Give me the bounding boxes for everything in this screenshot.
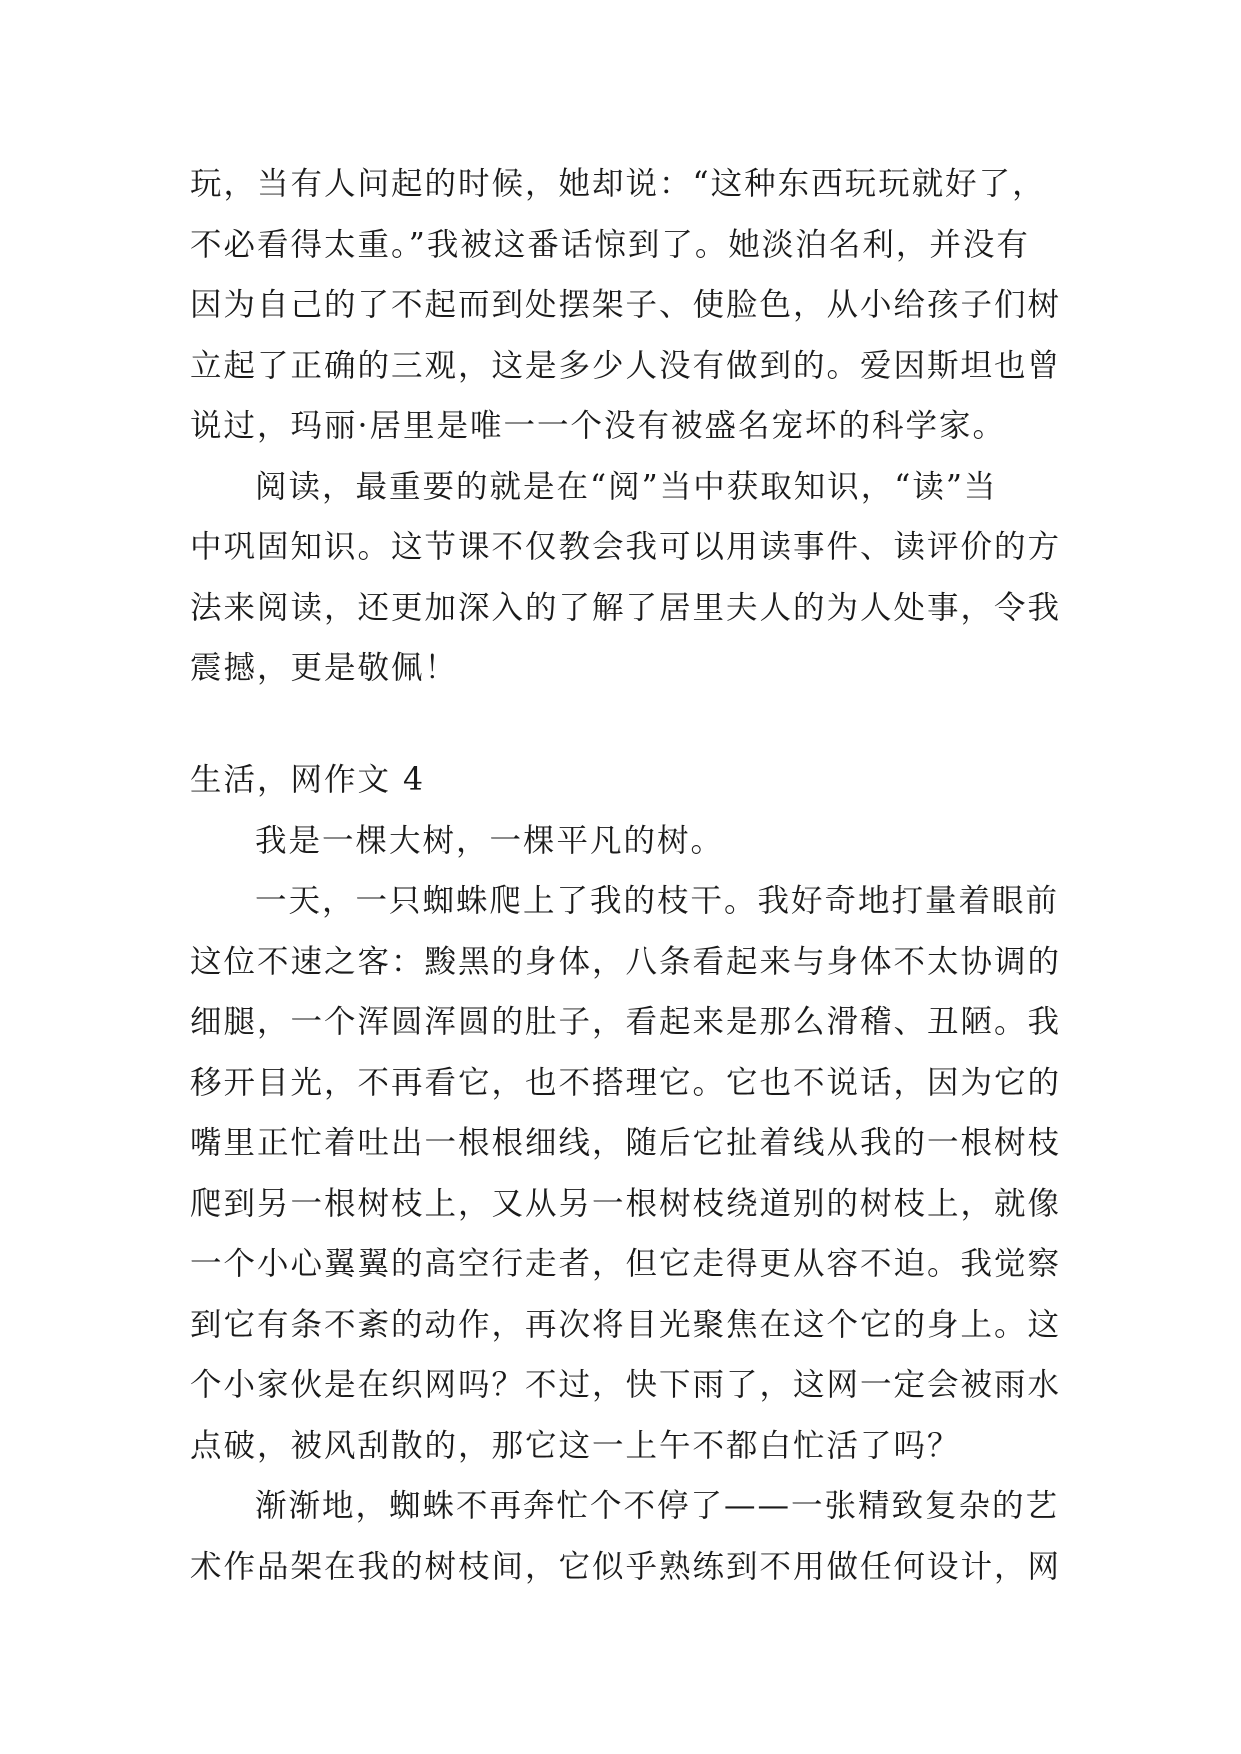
text-line: 点破，被风刮散的，那它这一上午不都白忙活了吗？ bbox=[190, 1427, 961, 1464]
text-line: 这位不速之客：黢黑的身体，八条看起来与身体不太协调的 bbox=[190, 943, 1062, 980]
text-line: 因为自己的了不起而到处摆架子、使脸色，从小给孩子们树 bbox=[190, 287, 1062, 323]
text-line: 我是一棵大树，一棵平凡的树。 bbox=[255, 822, 725, 859]
text-line: 阅读，最重要的就是在“阅”当中获取知识，“读”当 bbox=[255, 468, 998, 505]
text-line: 中巩固知识。这节课不仅教会我可以用读事件、读评价的方 bbox=[190, 529, 1062, 565]
text-line: 到它有条不紊的动作，再次将目光聚焦在这个它的身上。这 bbox=[190, 1306, 1062, 1343]
text-line: 个小家伙是在织网吗？不过，快下雨了，这网一定会被雨水 bbox=[190, 1367, 1062, 1403]
text-line: 一天，一只蜘蛛爬上了我的枝干。我好奇地打量着眼前 bbox=[255, 883, 1060, 919]
text-line: 细腿，一个浑圆浑圆的肚子，看起来是那么滑稽、丑陋。我 bbox=[190, 1004, 1062, 1040]
text-line: 嘴里正忙着吐出一根根细线，随后它扯着线从我的一根树枝 bbox=[190, 1125, 1062, 1161]
text-block-b bbox=[190, 750, 1060, 1597]
text-line: 法来阅读，还更加深入的了解了居里夫人的为人处事，令我 bbox=[190, 589, 1062, 626]
text-line: 玩，当有人问起的时候，她却说：“这种东西玩玩就好了， bbox=[190, 166, 1046, 202]
text-line: 爬到另一根树枝上，又从另一根树枝绕道别的树枝上，就像 bbox=[190, 1185, 1062, 1222]
text-line: 不必看得太重。”我被这番话惊到了。她淡泊名利，并没有 bbox=[190, 226, 1030, 263]
text-line: 震撼，更是敬佩！ bbox=[190, 650, 459, 686]
text-line: 生活，网作文 4 bbox=[190, 762, 426, 798]
text-block-a bbox=[190, 154, 1060, 699]
text-line: 说过，玛丽·居里是唯一一个没有被盛名宠坏的科学家。 bbox=[190, 408, 1007, 444]
text-line: 术作品架在我的树枝间，它似乎熟练到不用做任何设计，网 bbox=[190, 1548, 1062, 1585]
text-line: 立起了正确的三观，这是多少人没有做到的。爱因斯坦也曾 bbox=[190, 347, 1062, 384]
text-line: 一个小心翼翼的高空行走者，但它走得更从容不迫。我觉察 bbox=[190, 1246, 1062, 1282]
text-line: 移开目光，不再看它，也不搭理它。它也不说话，因为它的 bbox=[190, 1064, 1062, 1101]
text-line: 渐渐地，蜘蛛不再奔忙个不停了——一张精致复杂的艺 bbox=[255, 1488, 1060, 1524]
